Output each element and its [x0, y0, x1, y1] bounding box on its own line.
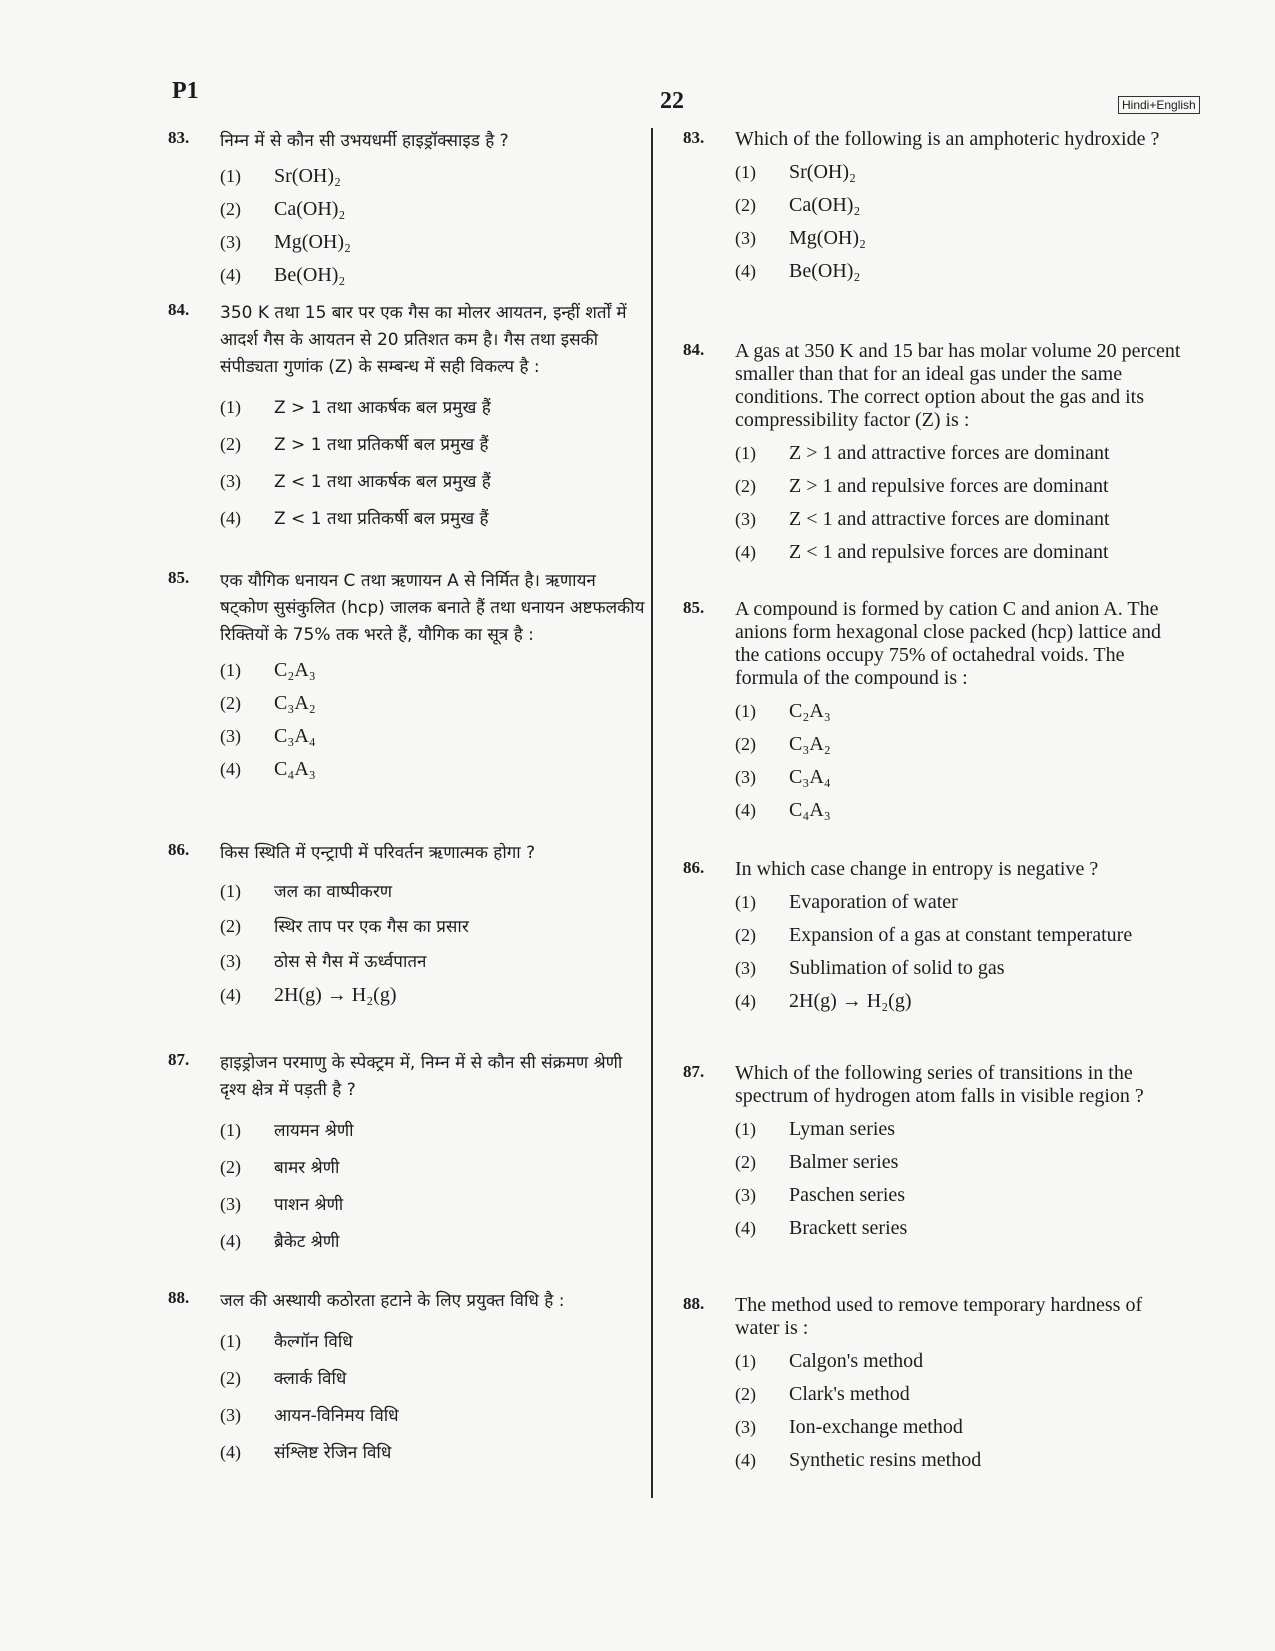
option [220, 984, 535, 1007]
option [220, 432, 646, 455]
option [220, 198, 509, 221]
option-index: (2) [735, 1152, 756, 1172]
option [735, 1151, 1183, 1174]
option [220, 231, 509, 254]
question-text: Which of the following is an amphoteric hydroxide ? [735, 128, 1160, 150]
option-text: Sublimation of solid to gas [789, 957, 1005, 979]
option-index: (1) [735, 1119, 756, 1139]
option-text: Brackett series [789, 1217, 908, 1239]
option-index: (1) [220, 166, 241, 186]
option-index: (4) [220, 759, 241, 779]
option-text: C₂A₃ [789, 700, 831, 722]
option-index: (3) [735, 958, 756, 978]
option-index: (3) [735, 509, 756, 529]
option [735, 924, 1132, 947]
question-83-en [683, 128, 1159, 283]
option [735, 260, 1159, 283]
option-text: कैल्गॉन विधि [274, 1332, 353, 1352]
option-index: (2) [220, 1157, 241, 1177]
option [735, 161, 1159, 184]
column-divider [651, 128, 653, 1498]
option-text: 2H(g) → H₂(g) [789, 990, 912, 1012]
option [220, 949, 535, 972]
option-text: Paschen series [789, 1184, 906, 1206]
option-index: (4) [220, 265, 241, 285]
question-number: 86. [683, 858, 705, 877]
question-text: हाइड्रोजन परमाणु के स्पेक्ट्रम में, निम्न में से कौन सी संक्रमण श्रेणी दृश्य क्षेत्र में पड़ती है ? [220, 1053, 623, 1100]
option-index: (2) [735, 1384, 756, 1404]
option [220, 469, 646, 492]
option-text: Z > 1 तथा आकर्षक बल प्रमुख हैं [274, 398, 491, 418]
option-text: Z > 1 तथा प्रतिकर्षी बल प्रमुख हैं [274, 435, 489, 455]
option-text: Ion-exchange method [789, 1416, 963, 1438]
option [220, 725, 646, 748]
question-number: 85. [683, 598, 705, 617]
option-text: C₃A₄ [789, 766, 831, 788]
option [735, 194, 1159, 217]
option [735, 1217, 1183, 1240]
question-text: In which case change in entropy is negative ? [735, 858, 1099, 880]
option [220, 758, 646, 781]
option-index: (4) [735, 261, 756, 281]
option [220, 395, 646, 418]
option [735, 227, 1159, 250]
option-index: (2) [735, 734, 756, 754]
option [735, 891, 1132, 914]
option [735, 1383, 1183, 1406]
option-index: (3) [735, 228, 756, 248]
option-index: (1) [735, 1351, 756, 1371]
option [735, 1118, 1183, 1141]
option [735, 508, 1183, 531]
language-badge: Hindi+English [1118, 96, 1200, 114]
option-text: Sr(OH)₂ [789, 161, 856, 183]
option-text: क्लार्क विधि [274, 1369, 347, 1389]
option-text: Z > 1 and repulsive forces are dominant [789, 475, 1109, 497]
option-text: Clark's method [789, 1383, 910, 1405]
option-text: C₃A₄ [274, 725, 316, 747]
option-index: (1) [220, 881, 241, 901]
option-index: (1) [735, 701, 756, 721]
option-index: (2) [735, 195, 756, 215]
option [220, 165, 509, 188]
option-text: Synthetic resins method [789, 1449, 982, 1471]
option-index: (2) [220, 1368, 241, 1388]
option-text: आयन-विनिमय विधि [274, 1406, 399, 1426]
option-index: (4) [735, 542, 756, 562]
question-text: A gas at 350 K and 15 bar has molar volume 20 percent smaller than that for an ideal gas under the same conditions. The correct option about the gas and its compressibility factor (Z) is : [735, 340, 1181, 431]
option-index: (2) [220, 693, 241, 713]
option [220, 1366, 564, 1389]
option-index: (4) [220, 508, 241, 528]
option [735, 541, 1183, 564]
question-86-en [683, 858, 1132, 1013]
option [220, 1403, 564, 1426]
option-index: (2) [220, 916, 241, 936]
option-text: Sr(OH)₂ [274, 165, 341, 187]
option-index: (3) [735, 767, 756, 787]
option [735, 700, 1183, 723]
option-index: (4) [735, 1218, 756, 1238]
option-text: बामर श्रेणी [274, 1158, 340, 1178]
option [735, 1184, 1183, 1207]
option-text: Mg(OH)₂ [274, 231, 351, 253]
option-text: Z < 1 तथा आकर्षक बल प्रमुख हैं [274, 472, 491, 492]
question-number: 83. [683, 128, 705, 147]
option [220, 506, 646, 529]
option [735, 475, 1183, 498]
question-88-hi [168, 1288, 564, 1463]
option [735, 990, 1132, 1013]
question-number: 84. [683, 340, 705, 359]
option-text: Z > 1 and attractive forces are dominant [789, 442, 1110, 464]
option [220, 1229, 646, 1252]
question-88-en [683, 1294, 1183, 1472]
option-index: (3) [220, 1194, 241, 1214]
option-index: (2) [735, 476, 756, 496]
option [220, 1440, 564, 1463]
question-text: Which of the following series of transitions in the spectrum of hydrogen atom falls in visible region ? [735, 1062, 1144, 1107]
option-index: (2) [220, 199, 241, 219]
option-text: ब्रैकेट श्रेणी [274, 1232, 340, 1252]
option-text: जल का वाष्पीकरण [274, 882, 393, 902]
option-index: (1) [220, 1120, 241, 1140]
question-87-en [683, 1062, 1183, 1240]
option-text: Z < 1 and attractive forces are dominant [789, 508, 1110, 530]
question-number: 86. [168, 840, 190, 859]
option [220, 1155, 646, 1178]
question-number: 84. [168, 300, 190, 319]
option [220, 879, 535, 902]
option [735, 799, 1183, 822]
question-85-hi [168, 568, 646, 781]
option-text: C₂A₃ [274, 659, 316, 681]
question-number: 87. [683, 1062, 705, 1081]
option-text: Be(OH)₂ [789, 260, 861, 282]
option [735, 1350, 1183, 1373]
option-text: संश्लिष्ट रेजिन विधि [274, 1443, 392, 1463]
option [220, 1118, 646, 1141]
option-index: (1) [735, 892, 756, 912]
option-index: (1) [220, 660, 241, 680]
option-index: (3) [220, 951, 241, 971]
question-number: 87. [168, 1050, 190, 1069]
option [735, 1416, 1183, 1439]
option-index: (3) [220, 726, 241, 746]
option [735, 957, 1132, 980]
option-index: (3) [735, 1185, 756, 1205]
question-84-hi [168, 300, 646, 529]
option-text: C₃A₂ [274, 692, 316, 714]
option-index: (4) [735, 1450, 756, 1470]
option-index: (2) [735, 925, 756, 945]
option-text: Z < 1 तथा प्रतिकर्षी बल प्रमुख हैं [274, 509, 489, 529]
option-index: (1) [220, 1331, 241, 1351]
question-text: निम्न में से कौन सी उभयधर्मी हाइड्रॉक्साइड है ? [220, 131, 509, 151]
option-text: Lyman series [789, 1118, 896, 1140]
question-text: A compound is formed by cation C and anion A. The anions form hexagonal close packed (hcp) lattice and the cations occupy 75% of octahedral voids. The formula of the compound is : [735, 598, 1161, 689]
option-index: (4) [735, 991, 756, 1011]
option-text: Evaporation of water [789, 891, 958, 913]
option-text: C₄A₃ [274, 758, 316, 780]
option [735, 766, 1183, 789]
option [735, 442, 1183, 465]
question-85-en [683, 598, 1183, 822]
option [220, 1329, 564, 1352]
option-text: Be(OH)₂ [274, 264, 346, 286]
question-83-hi [168, 128, 509, 287]
option-index: (4) [735, 800, 756, 820]
option [220, 1192, 646, 1215]
page-code: P1 [172, 78, 199, 104]
question-text: एक यौगिक धनायन C तथा ऋणायन A से निर्मित है। ऋणायन षट्कोण सुसंकुलित (hcp) जालक बनाते हैं तथा धनायन अष्टफलकीय रिक्तियों के 75% तक भरते हैं, यौगिक का सूत्र है : [220, 571, 645, 645]
option-index: (3) [220, 471, 241, 491]
question-text: किस स्थिति में एन्ट्रापी में परिवर्तन ऋणात्मक होगा ? [220, 843, 536, 863]
option-index: (1) [735, 443, 756, 463]
option-index: (1) [220, 397, 241, 417]
option [220, 692, 646, 715]
option-text: ठोस से गैस में ऊर्ध्वपातन [274, 952, 427, 972]
option-text: Z < 1 and repulsive forces are dominant [789, 541, 1109, 563]
option-text: C₄A₃ [789, 799, 831, 821]
option-text: 2H(g) → H₂(g) [274, 984, 397, 1006]
question-text: The method used to remove temporary hardness of water is : [735, 1294, 1143, 1339]
page-number: 22 [660, 88, 684, 114]
question-text: 350 K तथा 15 बार पर एक गैस का मोलर आयतन, इन्हीं शर्तों में आदर्श गैस के आयतन से 20 प्रतिशत कम है। गैस तथा इसकी संपीड्यता गुणांक (Z) के सम्बन्ध में सही विकल्प है : [220, 303, 627, 377]
option-index: (4) [220, 1231, 241, 1251]
option-index: (3) [735, 1417, 756, 1437]
option-index: (3) [220, 232, 241, 252]
option-index: (4) [220, 1442, 241, 1462]
question-number: 88. [683, 1294, 705, 1313]
option-text: लायमन श्रेणी [274, 1121, 354, 1141]
option [735, 733, 1183, 756]
option [220, 659, 646, 682]
option [220, 914, 535, 937]
option-text: Expansion of a gas at constant temperature [789, 924, 1133, 946]
option-index: (3) [220, 1405, 241, 1425]
option-text: Balmer series [789, 1151, 899, 1173]
option-index: (1) [735, 162, 756, 182]
question-number: 83. [168, 128, 190, 147]
question-87-hi [168, 1050, 646, 1252]
option-text: Ca(OH)₂ [274, 198, 346, 220]
option [735, 1449, 1183, 1472]
question-84-en [683, 340, 1183, 564]
question-86-hi [168, 840, 535, 1007]
option-index: (2) [220, 434, 241, 454]
option-text: C₃A₂ [789, 733, 831, 755]
option-text: Calgon's method [789, 1350, 924, 1372]
question-number: 85. [168, 568, 190, 587]
option-text: Ca(OH)₂ [789, 194, 861, 216]
question-number: 88. [168, 1288, 190, 1307]
question-text: जल की अस्थायी कठोरता हटाने के लिए प्रयुक्त विधि है : [220, 1291, 565, 1311]
option-text: स्थिर ताप पर एक गैस का प्रसार [274, 917, 469, 937]
option-text: Mg(OH)₂ [789, 227, 866, 249]
option-index: (4) [220, 985, 241, 1005]
option [220, 264, 509, 287]
option-text: पाशन श्रेणी [274, 1195, 344, 1215]
